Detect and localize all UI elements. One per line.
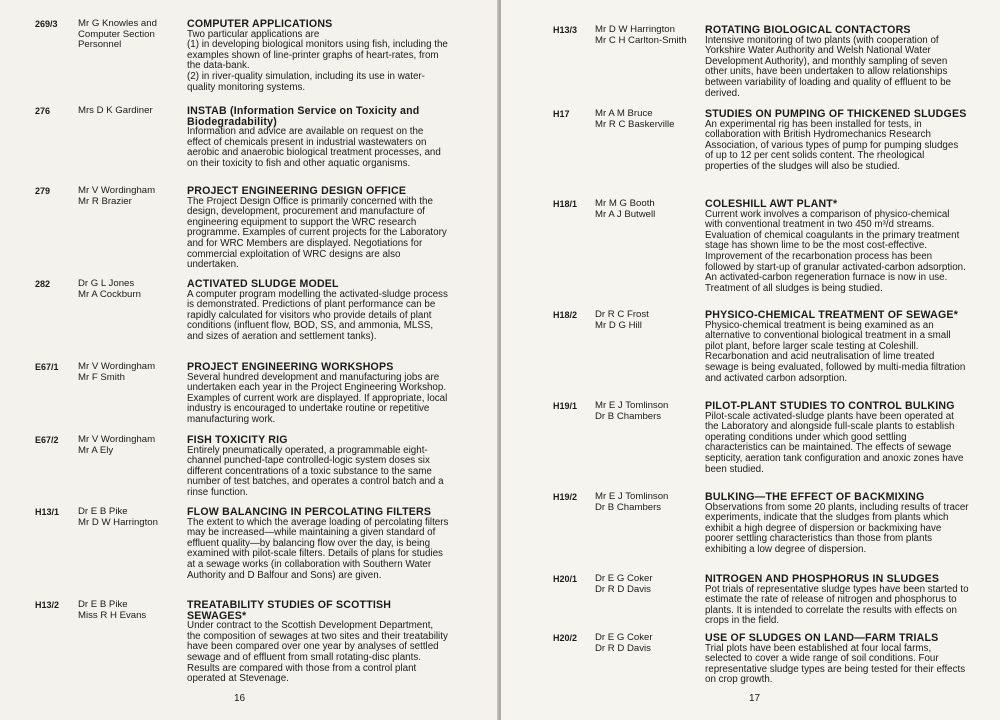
- entry-description: Physico-chemical treatment is being examined as an alternative to conventional biological treatment in a small pilot plant, before larger scale testing at Coleshill. Recarbonation and acid neutralisation of lime treated sewage is being evaluated, followed by multi-media filtration and activated carbon adsorption.: [705, 319, 966, 384]
- entry-code: H13/2: [35, 600, 60, 610]
- entry-title: PROJECT ENGINEERING DESIGN OFFICE: [187, 185, 407, 197]
- entry-people: Dr R C Frost Mr D G Hill: [595, 309, 649, 331]
- entry-title: PHYSICO-CHEMICAL TREATMENT OF SEWAGE*: [705, 309, 959, 321]
- entry-code: H20/1: [553, 574, 578, 584]
- entry-people: Mr D W Harrington Mr C H Carlton-Smith: [595, 24, 687, 46]
- entry-people: Mrs D K Gardiner: [78, 105, 153, 116]
- entry-title: FLOW BALANCING IN PERCOLATING FILTERS: [187, 506, 432, 518]
- entry-description: An experimental rig has been installed for tests, in collaboration with British Hydromechanics Research Association, of various types of pump for pumping sludges of up to 12 per cent solids content. The rheological properties of the sludges will also be studied.: [705, 118, 959, 172]
- entry-code: H18/1: [553, 199, 578, 209]
- entry-body: [187, 106, 449, 170]
- entry-description: Two particular applications are (1) in developing biological monitors using fish, including the examples shown of line-printer graphs of heart-rates, from the data-bank. (2) in river-quality simulation, including its use in water-quality monitoring systems.: [187, 28, 448, 93]
- entry-people: Dr G L Jones Mr A Cockburn: [78, 278, 141, 300]
- entry-people: Mr G Knowles and Computer Section Personnel: [78, 18, 157, 51]
- entry-people: Mr A M Bruce Mr R C Baskerville: [595, 108, 675, 130]
- entry-title: COMPUTER APPLICATIONS: [187, 18, 333, 30]
- entry-code: E67/2: [35, 435, 59, 445]
- entry-code: H13/1: [35, 507, 60, 517]
- entry-code: H19/1: [553, 401, 578, 411]
- entry-description: Pot trials of representative sludge types have been started to estimate the rate of release of nitrogen and phosphorus to plants. It is intended to correlate the results with effects on crops in the field.: [705, 583, 969, 627]
- entry-title: PROJECT ENGINEERING WORKSHOPS: [187, 361, 394, 373]
- entry-title: INSTAB (Information Service on Toxicity and Biodegradability): [187, 105, 420, 128]
- entry-description: Entirely pneumatically operated, a programmable eight-channel punched-tape controlled-logic system doses six different concentrations of a toxic substance to the same number of test batches, and operates a control batch and a rinse function.: [187, 444, 444, 498]
- entry-people: Mr E J Tomlinson Dr B Chambers: [595, 491, 669, 513]
- entry-body: [705, 492, 969, 556]
- entry-body: [705, 25, 969, 99]
- entry-code: H20/2: [553, 633, 578, 643]
- entry-title: COLESHILL AWT PLANT*: [705, 198, 838, 210]
- entry-title: BULKING—THE EFFECT OF BACKMIXING: [705, 491, 925, 503]
- entry-title: NITROGEN AND PHOSPHORUS IN SLUDGES: [705, 573, 940, 585]
- entry-code: 279: [35, 186, 51, 196]
- entry-description: Intensive monitoring of two plants (with cooperation of Yorkshire Water Authority and Welsh National Water Development Authority), and monthly sampling of seven other units, have been undertaken to allow relationships between variability of loading and quality of effluent to be derived.: [705, 34, 951, 99]
- entry-description: The extent to which the average loading of percolating filters may be increased—while maintaining a given standard of effluent quality—by balancing flow over the day, is being examined with pilot-scale filters. Details of plans for studies at a sewage works (in collaboration with Southern Water Authority and D Balfour and Sons) are given.: [187, 516, 449, 581]
- entry-body: [187, 435, 449, 499]
- entry-people: Mr M G Booth Mr A J Butwell: [595, 198, 656, 220]
- entry-title: FISH TOXICITY RIG: [187, 434, 288, 446]
- entry-title: TREATABILITY STUDIES OF SCOTTISH SEWAGES*: [187, 599, 392, 622]
- entry-title: ROTATING BIOLOGICAL CONTACTORS: [705, 24, 911, 36]
- entry-description: Several hundred development and manufacturing jobs are undertaken each year in the Project Engineering Workshop. Examples of current work are displayed. If appropriate, local industry is encouraged to undertake routine or repetitive manufacturing work.: [187, 371, 448, 425]
- entry-body: [705, 401, 969, 475]
- entry-people: Mr E J Tomlinson Dr B Chambers: [595, 400, 669, 422]
- entry-people: Dr E B Pike Mr D W Harrington: [78, 506, 158, 528]
- entry-body: [187, 600, 449, 685]
- entry-people: Dr E G Coker Dr R D Davis: [595, 573, 653, 595]
- entry-people: Dr E B Pike Miss R H Evans: [78, 599, 147, 621]
- page-number: 16: [234, 693, 246, 704]
- entry-body: [705, 109, 969, 173]
- entry-description: A computer program modelling the activated-sludge process is demonstrated. Predictions of plant performance can be rapidly calculated for visitors who provide details of plant conditions (influent flow, BOD, SS, and ammonia, MLSS, and sizes of aeration and settlement tanks).: [187, 288, 448, 342]
- entry-people: Mr V Wordingham Mr F Smith: [78, 361, 156, 383]
- entry-title: STUDIES ON PUMPING OF THICKENED SLUDGES: [705, 108, 967, 120]
- entry-body: [705, 310, 969, 384]
- entry-code: H18/2: [553, 310, 578, 320]
- entry-description: Current work involves a comparison of physico-chemical with conventional treatment in two 450 m³/d streams. Evaluation of chemical coagulants in the primary treatment stage has shown lime to be the most cost-effective. Improvement of the recarbonation process has been followed by start-up of granular activated-carbon adsorption. An activated-carbon regeneration furnace is now in use. Treatment of all sludges is being studied.: [705, 208, 966, 294]
- right-page: [501, 0, 1000, 720]
- entry-body: [187, 19, 449, 93]
- entry-body: [187, 507, 449, 581]
- entry-code: 282: [35, 279, 51, 289]
- entry-title: ACTIVATED SLUDGE MODEL: [187, 278, 339, 290]
- entry-description: Pilot-scale activated-sludge plants have been operated at the Laboratory and alongside full-scale plants to establish operating conditions under which good settling characteristics can be maintained. The effects of sewage septicity, aeration tank configuration and anoxic zones have been studied.: [705, 410, 964, 475]
- entry-code: H19/2: [553, 492, 578, 502]
- entry-description: Trial plots have been established at four local farms, selected to cover a wide range of soil conditions. Four representative sludge types are being tested for their effects on crop growth.: [705, 642, 966, 686]
- entry-title: PILOT-PLANT STUDIES TO CONTROL BULKING: [705, 400, 955, 412]
- entry-body: [187, 279, 449, 343]
- entry-body: [187, 186, 449, 271]
- entry-people: Dr E G Coker Dr R D Davis: [595, 632, 653, 654]
- entry-body: [705, 199, 969, 294]
- entry-body: [187, 362, 449, 426]
- entry-description: Under contract to the Scottish Development Department, the composition of sewages at two sites and their treatability have been compared over one year by analyses of settled sewage and of effluent from small rotating-disc plants. Results are compared with those from a control plant operated at Stevenage.: [187, 620, 448, 685]
- entry-description: Observations from some 20 plants, including results of tracer experiments, indicate that the sludges from plants which exhibit a high degree of dispersion or backmixing have poorer settling characteristics than those from plants exhibiting a low degree of dispersion.: [705, 501, 969, 555]
- entry-code: 269/3: [35, 19, 58, 29]
- entry-body: [705, 574, 969, 627]
- entry-code: E67/1: [35, 362, 59, 372]
- page-number: 17: [749, 693, 761, 704]
- entry-code: 276: [35, 106, 51, 116]
- left-page: [0, 0, 499, 720]
- entry-people: Mr V Wordingham Mr A Ely: [78, 434, 156, 456]
- entry-people: Mr V Wordingham Mr R Brazier: [78, 185, 156, 207]
- entry-code: H13/3: [553, 25, 578, 35]
- entry-code: H17: [553, 109, 570, 119]
- entry-title: USE OF SLUDGES ON LAND—FARM TRIALS: [705, 632, 939, 644]
- entry-description: Information and advice are available on request on the effect of chemicals present in industrial wastewaters on aerobic and anaerobic biological treatment processes, and on their toxicity to fish and other aquatic organisms.: [187, 126, 441, 169]
- entry-description: The Project Design Office is primarily concerned with the design, development, procurement and manufacture of engineering equipment to support the WRC research programme. Examples of current projects for the Laboratory and for WRC Members are displayed. Negotiations for commercial exploitation of WRC designs are also undertaken.: [187, 195, 447, 271]
- entry-body: [705, 633, 969, 686]
